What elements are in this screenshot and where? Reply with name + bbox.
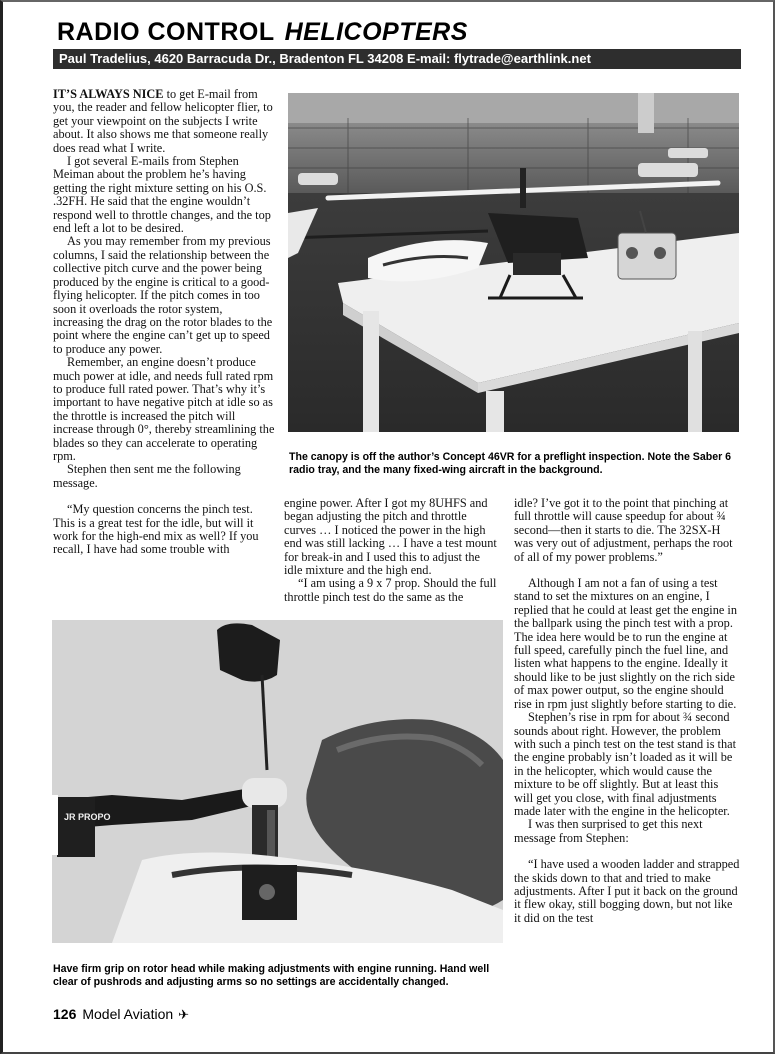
blade-brand-label: JR PROPO	[64, 812, 111, 822]
paragraph-3: As you may remember from my previous columns, I said the relationship between the collective pitch curve and the power being produced by the engine is critical to a good-flying helicopter. If the pitch comes in too soon it overloads the rotor system, increasing the drag on the rotor blades to the point where the engine can’t get up to speed to produce any power.	[53, 234, 273, 356]
article-column-3	[514, 497, 740, 925]
magazine-name: Model Aviation	[82, 1006, 174, 1022]
paragraph-12: I was then surprised to get this next message from Stephen:	[514, 817, 703, 845]
helicopter-table-photo	[288, 93, 739, 432]
article-column-1	[53, 88, 275, 557]
article-column-2	[284, 497, 501, 604]
paragraph-1-text: to get E-mail from you, the reader and fellow helicopter flier, to get your viewpoint on the subjects I write about. It also shows me that someone really does read what I write.	[53, 87, 273, 155]
paragraph-5: Stephen then sent me the following message.	[53, 462, 241, 490]
paragraph-9: idle? I’ve got it to the point that pinching at full throttle will cause speedup for about ¾ second—then it starts to die. The 32SX-H was very out of adjustment, perhaps the root of all of my power problems.”	[514, 496, 733, 564]
paragraph-6: “My question concerns the pinch test. This is a great test for the idle, but will it work for the high-end mix as well? If you recall, I have had some trouble with	[53, 502, 259, 557]
paragraph-2: I got several E-mails from Stephen Meiman about the problem he’s having getting the right mixture setting on his O.S. .32FH. He said that the engine wouldn’t respond well to throttle changes, and the top end left a lot to be desired.	[53, 154, 271, 236]
page-footer	[53, 1006, 189, 1023]
paragraph-13: “I have used a wooden ladder and strapped the skids down to that and tried to make adjustments. After I put it back on the ground it flew okay, still bogging down, but not like it did on the test	[514, 857, 740, 925]
caption-photo-1: The canopy is off the author’s Concept 46VR for a preflight inspection. Note the Saber 6 radio tray, and the many fixed-wing aircraft in the background.	[289, 451, 732, 476]
paragraph-1	[53, 88, 275, 155]
paragraph-7: engine power. After I got my 8UHFS and began adjusting the pitch and throttle curves … I noticed the power in the high end was still lacking … I have a test mount for break-in and I used this to adjust the idle mixture and the high end.	[284, 496, 497, 578]
paragraph-11: Stephen’s rise in rpm for about ¾ second sounds about right. However, the problem with such a pinch test on the test stand is that the engine probably isn’t loaded as it will be in the helicopter, which would cause the mixture to be off slightly. But at least this will get you close, with final adjustments made later with the engine in the helicopter.	[514, 710, 736, 818]
paragraph-10: Although I am not a fan of using a test stand to set the mixtures on an engine, I replied that he could at least get the engine in the ballpark using the pinch test with a prop. The idea here would be to run the engine at full speed, carefully pinch the fuel line, and listen what happens to the engine. Ideally it should like to be just slightly on the rich side of max power output, so the engine should rise in rpm just slightly before starting to die.	[514, 576, 737, 711]
rotor-head-photo	[52, 620, 503, 943]
lead-in: IT’S ALWAYS NICE	[53, 87, 164, 101]
paragraph-4: Remember, an engine doesn’t produce much power at idle, and needs full rated rpm to produce full rated power. That’s why it’s important to have negative pitch at idle so as the throttle is increased the pitch will increase through 0°, thereby streamlining the blades so they can accelerate to operating rpm.	[53, 355, 275, 463]
page-title	[57, 18, 468, 47]
helicopter-table-illustration	[288, 93, 739, 432]
author-byline: Paul Tradelius, 4620 Barracuda Dr., Bradenton FL 34208 E-mail: flytrade@earthlink.net	[53, 49, 741, 69]
page-number: 126	[53, 1006, 77, 1022]
caption-photo-2: Have firm grip on rotor head while making adjustments with engine running. Hand well clear of pushrods and adjusting arms so no settings are accidentally changed.	[53, 963, 490, 988]
title-part2: HELICOPTERS	[284, 18, 468, 46]
airplane-icon: ✈	[178, 1007, 190, 1022]
paragraph-8: “I am using a 9 x 7 prop. Should the full throttle pinch test do the same as the	[284, 576, 497, 604]
title-part1: RADIO CONTROL	[57, 18, 275, 46]
rotor-head-illustration	[52, 620, 503, 943]
